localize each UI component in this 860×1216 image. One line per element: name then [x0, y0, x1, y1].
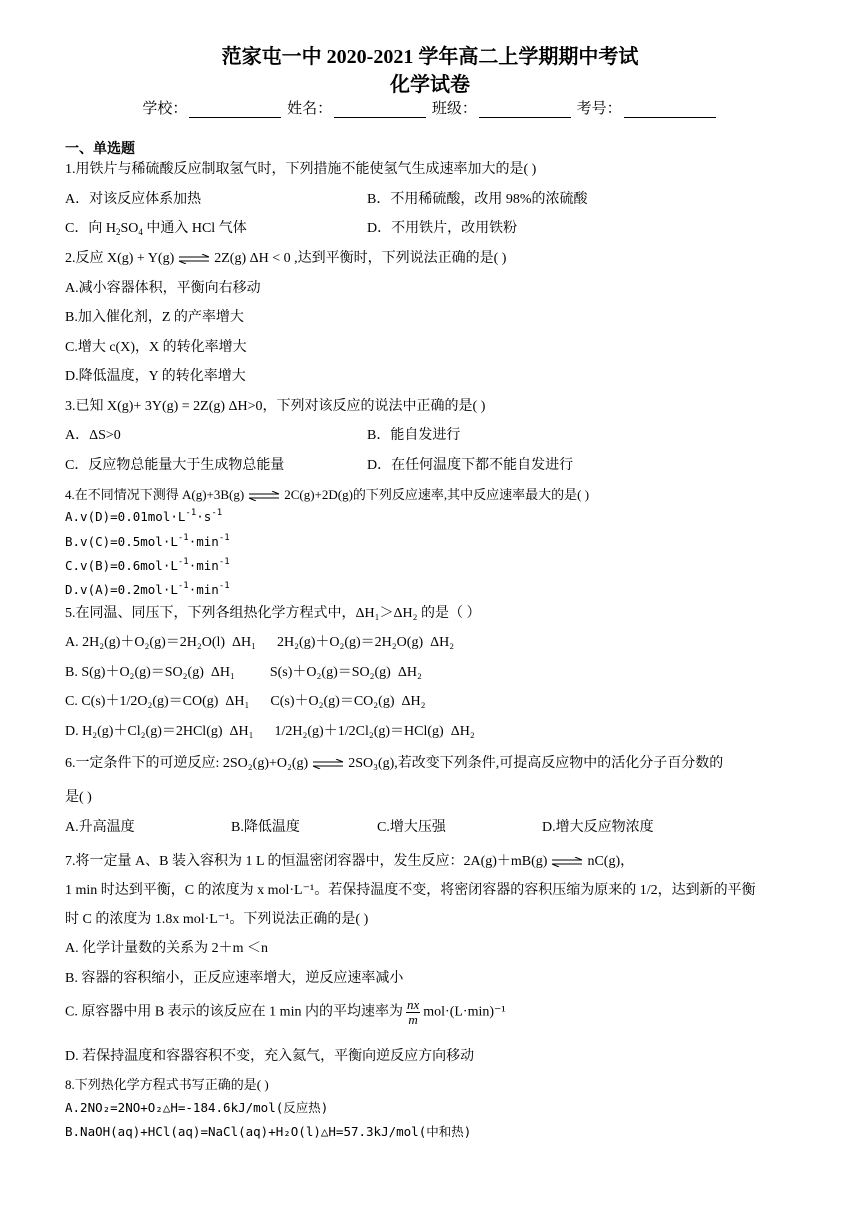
exam-no-label: 考号： [576, 101, 622, 117]
q1-stem: 1.用铁片与稀硫酸反应制取氢气时，下列措施不能使氢气生成速率加大的是( ) [65, 162, 537, 177]
q3-option-c: C．反应物总能量大于生成物总能量 [65, 458, 285, 473]
q5-option-b: B. S(g)＋O₂(g)＝SO₂(g) ΔH₁ S(s)＋O₂(g)＝SO₂(g) ΔH₂ [65, 665, 422, 680]
q4-option-d: $D.v(A)=0.2mol\cdot L^{-1}\cdot\min^{-1}$ [65, 581, 230, 597]
section-heading: 一、单选题 [65, 142, 135, 157]
q6-stem: 6.一定条件下的可逆反应: 2SO₂(g)+O₂(g) 2SO₃(g),若改变下列条件,可提高反应物中的活化分子百分数的 [65, 756, 724, 771]
q1-option-c: C．向 $H_2SO_4$ 中通入 HCl 气体 [65, 221, 247, 237]
q7-stem-line3: 时 C 的浓度为 1.8x mol·L⁻¹。下列说法正确的是( ) [65, 912, 369, 927]
q6-option-b: B.降低温度 [231, 820, 300, 835]
q1-option-b: B．不用稀硫酸，改用 98%的浓硫酸 [367, 192, 588, 207]
q7-option-b: B. 容器的容积缩小，正反应速率增大，逆反应速率减小 [65, 971, 404, 986]
q2-option-d: D.降低温度，Y 的转化率增大 [65, 369, 246, 384]
q3-option-a: A．ΔS>0 [65, 428, 121, 443]
q4-option-b: $B.v(C)=0.5mol\cdot L^{-1}\cdot\min^{-1}$ [65, 533, 230, 549]
q4-option-c: $C.v(B)=0.6mol\cdot L^{-1}\cdot\min^{-1}$ [65, 557, 230, 573]
q5-option-c: C. C(s)＋1/2O₂(g)＝CO(g) ΔH₁ C(s)＋O₂(g)＝CO₂(g) ΔH₂ [65, 694, 426, 709]
q6-option-d: D.增大反应物浓度 [542, 820, 654, 835]
q2-option-c: C.增大 c(X)，X 的转化率增大 [65, 340, 247, 355]
q8-stem: 8.下列热化学方程式书写正确的是( ) [65, 1077, 269, 1092]
q6-option-c: C.增大压强 [377, 820, 446, 835]
q7-option-d: D. 若保持温度和容器容积不变，充入氦气，平衡向逆反应方向移动 [65, 1049, 475, 1064]
q4-option-a: $A.v(D)=0.01mol\cdot L^{-1}\cdot s^{-1}$ [65, 508, 223, 524]
q2-stem: 2.反应 X(g) + Y(g) 2Z(g) ΔH < 0 ,达到平衡时，下列说法正确的是( ) [65, 251, 507, 266]
q3-option-b: B．能自发进行 [367, 428, 461, 443]
q1-option-d: D．不用铁片，改用铁粉 [367, 221, 518, 236]
q1-option-a: A．对该反应体系加热 [65, 192, 202, 207]
page-title: 范家屯一中 2020-2021 学年高二上学期期中考试 [221, 46, 639, 68]
q7-stem-line2: 1 min 时达到平衡，C 的浓度为 x mol·L⁻¹。若保持温度不变，将密闭容器的容积压缩为原来的 1/2，达到新的平衡 [65, 883, 756, 898]
name-label: 姓名： [287, 101, 333, 117]
q7-option-c: C. 原容器中用 B 表示的该反应在 1 min 内的平均速率为 $\frac{nx}{m}$ mol·(L·min)⁻¹ [65, 997, 506, 1027]
q5-stem: 5.在同温、同压下，下列各组热化学方程式中，ΔH₁＞ΔH₂ 的是（ ） [65, 606, 481, 621]
exam-no-field[interactable] [624, 101, 716, 118]
q7-stem: 7.将一定量 A、B 装入容积为 1 L 的恒温密闭容器中，发生反应：2A(g)＋mB(g) nC(g)， [65, 854, 635, 869]
equilibrium-arrow-icon [551, 857, 583, 867]
class-field[interactable] [479, 101, 571, 118]
rate-fraction: $\frac{nx}{m}$ [406, 997, 420, 1027]
equilibrium-arrow-icon [248, 491, 280, 501]
equilibrium-arrow-icon [312, 759, 344, 769]
q7-option-a: A. 化学计量数的关系为 2＋m ＜n [65, 941, 268, 956]
class-label: 班级： [431, 101, 477, 117]
school-field[interactable] [189, 101, 281, 118]
q5-option-d: D. H₂(g)＋Cl₂(g)＝2HCl(g) ΔH₁ 1/2H₂(g)＋1/2Cl₂(g)＝HCl(g) ΔH₂ [65, 724, 475, 739]
equilibrium-arrow-icon [178, 254, 210, 264]
school-label: 学校： [142, 101, 188, 117]
student-info-row [0, 97, 860, 118]
q3-option-d: D．在任何温度下都不能自发进行 [367, 458, 574, 473]
q8-option-a: A.2NO₂=2NO+O₂△H=-184.6kJ/mol(反应热) [65, 1100, 329, 1115]
q2-option-b: B.加入催化剂，Z 的产率增大 [65, 310, 244, 325]
q6-option-a: A.升高温度 [65, 820, 135, 835]
q6-stem-cont: 是( ) [65, 790, 92, 805]
q5-option-a: A. 2H₂(g)＋O₂(g)＝2H₂O(l) ΔH₁ 2H₂(g)＋O₂(g)＝2H₂O(g) ΔH₂ [65, 635, 455, 650]
q2-option-a: A.减小容器体积，平衡向右移动 [65, 281, 261, 296]
page-subtitle: 化学试卷 [390, 74, 470, 96]
q4-stem: 4.在不同情况下测得 A(g)+3B(g) 2C(g)+2D(g)的下列反应速率,其中反应速率最大的是( ) [65, 487, 590, 502]
name-field[interactable] [334, 101, 426, 118]
q8-option-b: B.NaOH(aq)+HCl(aq)=NaCl(aq)+H₂O(l)△H=57.3kJ/mol(中和热) [65, 1124, 472, 1139]
q3-stem: 3.已知 X(g)+ 3Y(g) = 2Z(g) ΔH>0，下列对该反应的说法中正确的是( ) [65, 399, 486, 414]
